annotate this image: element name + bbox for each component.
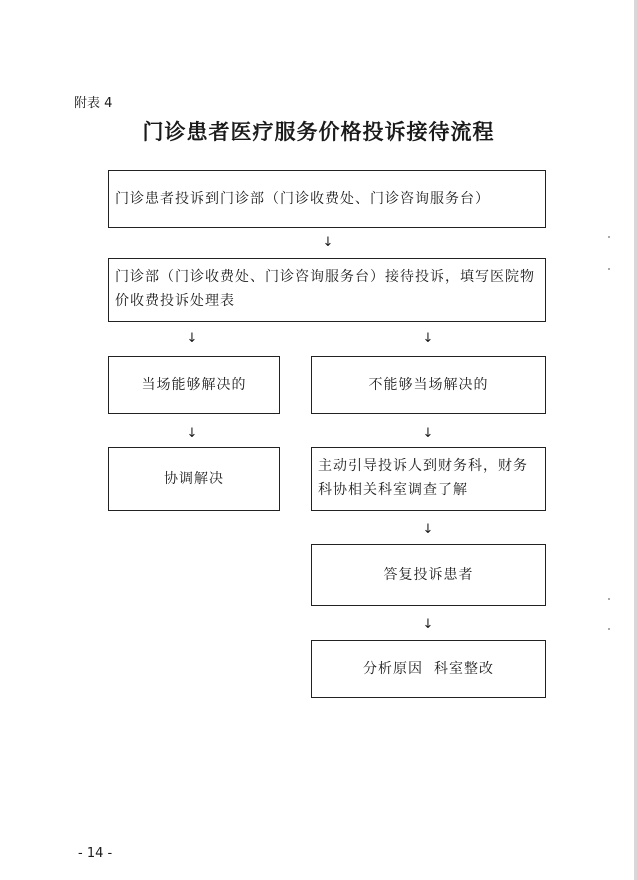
branch-right-condition-text: 不能够当场解决的 — [368, 377, 489, 393]
arrow-down-icon: ↓ — [422, 522, 434, 537]
page-title: 门诊患者医疗服务价格投诉接待流程 — [142, 120, 495, 144]
arrow-down-icon: ↓ — [186, 331, 198, 346]
annex-label: 附表 4 — [74, 96, 113, 111]
scan-speck — [608, 236, 610, 238]
branch-left-action-box — [108, 447, 280, 511]
arrow-down-icon: ↓ — [422, 617, 434, 632]
step-reception-text: 门诊部（门诊收费处、门诊咨询服务台）接待投诉，填写医院物价收费投诉处理表 — [115, 269, 535, 309]
step-reception-box — [108, 258, 546, 322]
analyze-rectify-text: 分析原因 科室整改 — [363, 661, 494, 677]
page-number: - 14 - — [78, 846, 113, 861]
analyze-rectify-box — [311, 640, 546, 698]
branch-right-action-text: 主动引导投诉人到财务科，财务科协相关科室调查了解 — [318, 458, 528, 498]
scan-speck — [608, 628, 610, 630]
step-patient-complaint-text: 门诊患者投诉到门诊部（门诊收费处、门诊咨询服务台） — [115, 191, 490, 207]
branch-left-condition-text: 当场能够解决的 — [141, 377, 247, 393]
branch-right-condition-box — [311, 356, 546, 414]
reply-patient-box — [311, 544, 546, 606]
step-patient-complaint-box — [108, 170, 546, 228]
arrow-down-icon: ↓ — [422, 331, 434, 346]
branch-left-action-text: 协调解决 — [164, 471, 224, 487]
reply-patient-text: 答复投诉患者 — [383, 567, 474, 583]
arrow-down-icon: ↓ — [422, 426, 434, 441]
scan-speck — [608, 268, 610, 270]
branch-right-action-box — [311, 447, 546, 511]
arrow-down-icon: ↓ — [186, 426, 198, 441]
scan-speck — [608, 598, 610, 600]
branch-left-condition-box — [108, 356, 280, 414]
arrow-down-icon: ↓ — [322, 235, 334, 250]
